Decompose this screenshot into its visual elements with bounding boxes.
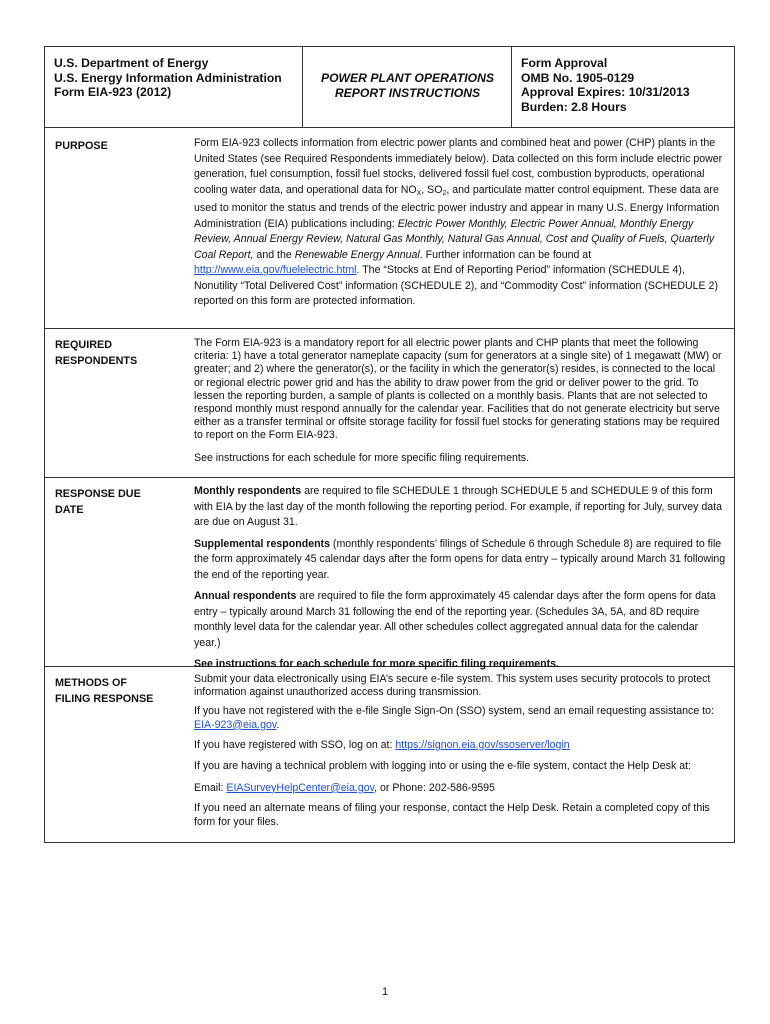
publication-list: Electric Power Monthly, Electric Power Annual, Monthly Energy Review, Annual Energy Review, Natural Gas Monthly, Natural Gas Annual, Cost and Quality of Fuels, Quarterly Coal Report, <box>194 217 715 261</box>
response-due-label <box>45 478 177 666</box>
page-number: 1 <box>381 986 389 998</box>
monthly-text: are required to file SCHEDULE 1 through SCHEDULE 5 and SCHEDULE 9 of this form with EIA by the last day of the month following the reporting period. For example, if reporting for July, survey data are due on August 31. <box>194 485 722 528</box>
annual-text: are required to file the form approximately 45 calendar days after the form opens for data entry – typically around March 31 following the end of the reporting year. (Schedules 3A, 5A, and 8D require monthly level data for the calendar year. All other schedules collect aggregated annual data for the calendar year.) <box>194 590 716 649</box>
annual-heading: Annual respondents <box>194 590 297 602</box>
methods-section <box>44 667 735 843</box>
nox-subscript: X <box>416 189 422 197</box>
methods-text-part: . <box>276 718 280 731</box>
methods-paragraph <box>194 738 726 754</box>
response-due-note: See instructions for each schedule for more specific filing requirements. <box>194 658 559 670</box>
publication-name: Renewable Energy Annual <box>294 248 420 261</box>
monthly-paragraph <box>194 484 726 531</box>
annual-paragraph <box>194 589 726 651</box>
methods-text-part: Email: <box>194 781 227 794</box>
required-respondents-section <box>44 329 735 478</box>
purpose-text-part: , SO <box>421 183 443 196</box>
required-respondents-label <box>45 329 177 477</box>
fuel-electric-link[interactable]: http://www.eia.gov/fuelelectric.html <box>194 264 357 276</box>
sso-login-link[interactable]: https://signon.eia.gov/ssoserver/login <box>395 738 570 751</box>
supplemental-heading: Supplemental respondents <box>194 537 330 550</box>
agency-line: U.S. Department of Energy <box>54 56 209 70</box>
title-line: REPORT INSTRUCTIONS <box>334 85 481 100</box>
form-id: Form EIA-923 (2012) <box>54 85 172 99</box>
required-paragraph: The Form EIA-923 is a mandatory report for all electric power plants and CHP plants that meet the following criteria: 1) have a total generator nameplate capacity (sum for generators at a single site) of 1 megawatt (MW) or greater; and 2) where the generator(s), or the facility in which the generator(s) resides, is connected to the local or regional electric power grid and has the ability to draw power from the grid or deliver power to the grid. To lessen the reporting burden, a sample of plants is collected on a monthly basis. Plants that are not selected to respond monthly must respond annually for the calendar year. Facilities that do not generate electricity but serve either as a transfer terminal or offsite storage facility for fossil fuel stocks for generating stations may be required to report on the Form EIA-923. <box>194 337 722 442</box>
monthly-heading: Monthly respondents <box>194 485 302 497</box>
omb-number: OMB No. 1905-0129 <box>521 70 635 85</box>
instructions-form <box>44 46 735 843</box>
label-line: FILING RESPONSE <box>55 693 154 705</box>
label-line: REQUIRED <box>55 339 112 351</box>
eia-923-email-link[interactable]: EIA-923@eia.gov <box>194 718 277 731</box>
methods-text-part: , or Phone: 202-586-9595 <box>374 781 495 794</box>
burden: Burden: 2.8 Hours <box>521 99 627 114</box>
methods-paragraph: If you are having a technical problem with logging into or using the e-file system, contact the Help Desk at: <box>194 760 691 773</box>
methods-paragraph: Submit your data electronically using EIA’s secure e-file system. This system uses security protocols to protect information against unauthorized access during transmission. <box>194 673 711 699</box>
methods-paragraph <box>194 705 726 731</box>
methods-paragraph: If you need an alternate means of filing your response, contact the Help Desk. Retain a completed copy of this form for your files. <box>194 802 710 828</box>
methods-text <box>177 667 734 842</box>
approval-block <box>512 47 734 127</box>
response-due-text <box>177 478 734 670</box>
supplemental-text: (monthly respondents’ filings of Schedule 6 through Schedule 8) are required to file the form approximately 45 calendar days after the form opens for data entry – typically around March 31 following the end of the reporting year. <box>194 537 726 581</box>
agency-block <box>45 47 303 127</box>
supplemental-paragraph <box>194 537 726 584</box>
purpose-text <box>177 128 734 328</box>
response-due-section <box>44 478 735 670</box>
required-respondents-text <box>177 329 734 477</box>
methods-paragraph <box>194 781 726 797</box>
methods-text-part: If you have registered with SSO, log on at: <box>194 738 396 751</box>
so2-subscript: 2 <box>442 189 447 197</box>
required-note: See instructions for each schedule for more specific filing requirements. <box>194 451 530 464</box>
purpose-text-part: and the <box>253 248 295 261</box>
methods-text-part: If you have not registered with the e-file Single Sign-On (SSO) system, send an email requesting assistance to: <box>194 705 714 718</box>
label-line: RESPONDENTS <box>55 355 138 367</box>
label-line: METHODS OF <box>55 677 127 689</box>
help-center-email-link[interactable]: EIASurveyHelpCenter@eia.gov <box>226 781 375 794</box>
approval-expires: Approval Expires: 10/31/2013 <box>521 85 690 99</box>
purpose-section <box>44 128 735 329</box>
label-line: RESPONSE DUE <box>55 488 141 500</box>
purpose-text-part: , and particulate matter control equipment. These data are used to monitor the status and trends of the electric power industry and appear in many U.S. Energy Information Administration (EIA) publications including: <box>194 183 720 230</box>
title-line: POWER PLANT OPERATIONS <box>320 71 495 85</box>
approval-line: Form Approval <box>521 56 608 70</box>
purpose-text-part: . Further information can be found at <box>419 248 592 261</box>
label-line: DATE <box>55 504 84 516</box>
purpose-label: PURPOSE <box>55 140 108 152</box>
methods-label <box>45 667 177 842</box>
agency-line: U.S. Energy Information Administration <box>54 70 282 85</box>
form-header <box>44 46 735 128</box>
form-title <box>303 47 512 127</box>
purpose-text-part: . The “Stocks at End of Reporting Period” information (SCHEDULE 4), Nonutility “Total Delivered Cost” information (SCHEDULE 2), and “Commodity Cost” information (SCHEDULE 2) reported on this form are protected information. <box>194 264 718 307</box>
purpose-text-part: Form EIA-923 collects information from electric power plants and combined heat and power (CHP) plants in the United States (see Required Respondents immediately below). Data collected on this form include electric power generation, fuel consumption, fossil fuel stocks, delivered fossil fuel cost, combustion byproducts, operational cooling water data, and operational data for NO <box>194 137 723 196</box>
